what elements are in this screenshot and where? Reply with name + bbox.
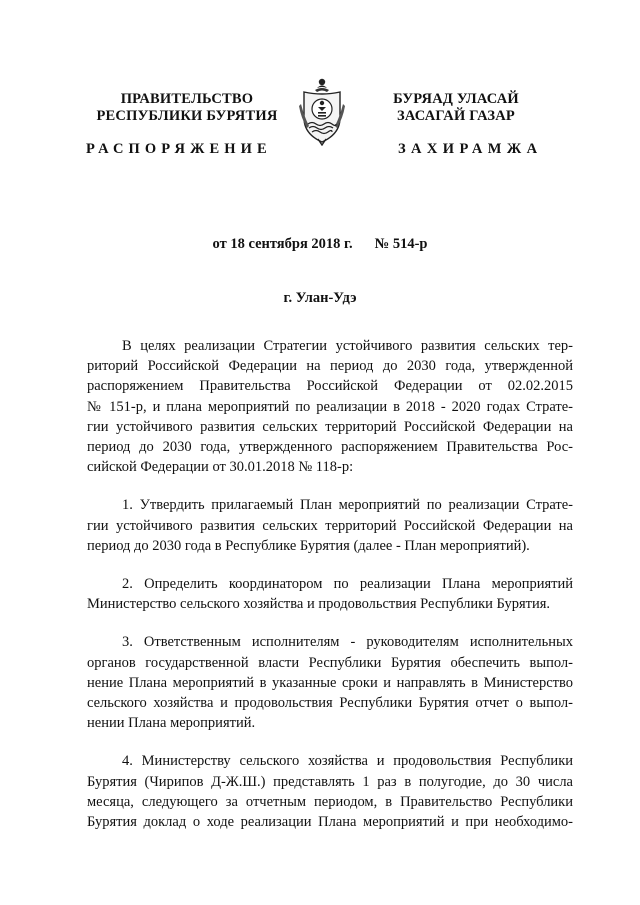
document-city: г. Улан-Удэ	[283, 290, 357, 306]
paragraph-preamble	[87, 336, 573, 477]
text-line: 3. Ответственным исполнителям - руководителям исполнительных	[122, 634, 573, 651]
text-line: период до 2030 года, утвержденного распоряжением Правительства Рос-	[87, 439, 573, 456]
document-type-russian: РАСПОРЯЖЕНИЕ	[86, 141, 272, 157]
text-line: В целях реализации Стратегии устойчивого развития сельских тер-	[122, 338, 573, 354]
issuer-name-buryat	[356, 91, 556, 125]
paragraph-item-1	[87, 495, 573, 556]
text-line: 2. Определить координатором по реализации Плана мероприятий	[122, 576, 573, 593]
paragraph-item-4	[87, 751, 573, 832]
document-type-buryat: ЗАХИРАМЖА	[398, 141, 543, 157]
issuer-buryat-line-2: ЗАСАГАЙ ГАЗАР	[397, 108, 515, 124]
text-line: сийской Федерации от 30.01.2018 № 118-р:	[87, 459, 354, 476]
coat-of-arms-icon	[297, 76, 347, 146]
issuer-name-russian	[82, 91, 292, 125]
text-line: месяца, следующего за отчетным периодом, в Правительство Республики	[87, 793, 573, 810]
text-line: Министерство сельского хозяйства и продовольствия Республики Бурятия.	[87, 596, 551, 613]
text-line: нение Плана мероприятий в указанные сроки и направлять в Министерство	[87, 674, 573, 691]
text-line: гии устойчивого развития сельских территорий Российской Федерации на	[87, 418, 573, 435]
document-date: от 18 сентября 2018 г.	[212, 236, 353, 252]
text-line: период до 2030 года в Республике Бурятия (далее - План мероприятий).	[87, 537, 530, 554]
document-body	[87, 336, 573, 850]
text-line: гии устойчивого развития сельских территорий Российской Федерации на	[87, 517, 573, 534]
text-line: 1. Утвердить прилагаемый План мероприятий по реализации Страте-	[122, 497, 573, 514]
document-number: № 514-р	[374, 236, 428, 252]
paragraph-item-2	[87, 574, 573, 614]
text-line: сельского хозяйства и продовольствия Республики Бурятия отчет о выпол-	[87, 695, 573, 712]
text-line: органов государственной власти Республики Бурятия обеспечить выпол-	[87, 654, 573, 671]
text-line: риторий Российской Федерации на период до 2030 года, утвержденной	[87, 358, 573, 375]
text-line: нении Плана мероприятий.	[87, 715, 256, 732]
text-line: 4. Министерству сельского хозяйства и продовольствия Республики	[122, 753, 573, 770]
text-line: Бурятия (Чирипов Д-Ж.Ш.) представлять 1 раз в полугодие, до 30 числа	[87, 773, 573, 790]
text-line: распоряжением Правительства Российской Федерации от 02.02.2015	[87, 378, 573, 395]
text-line: Бурятия доклад о ходе реализации Плана мероприятий и при необходимо-	[87, 814, 573, 831]
issuer-buryat-line-1: БУРЯАД УЛАСАЙ	[393, 91, 519, 107]
issuer-line-2: РЕСПУБЛИКИ БУРЯТИЯ	[96, 108, 278, 124]
date-number-line	[0, 236, 640, 253]
issuer-line-1: ПРАВИТЕЛЬСТВО	[120, 91, 254, 107]
paragraph-item-3	[87, 632, 573, 733]
text-line: № 151-р, и плана мероприятий по реализации в 2018 - 2020 годах Страте-	[87, 398, 573, 415]
